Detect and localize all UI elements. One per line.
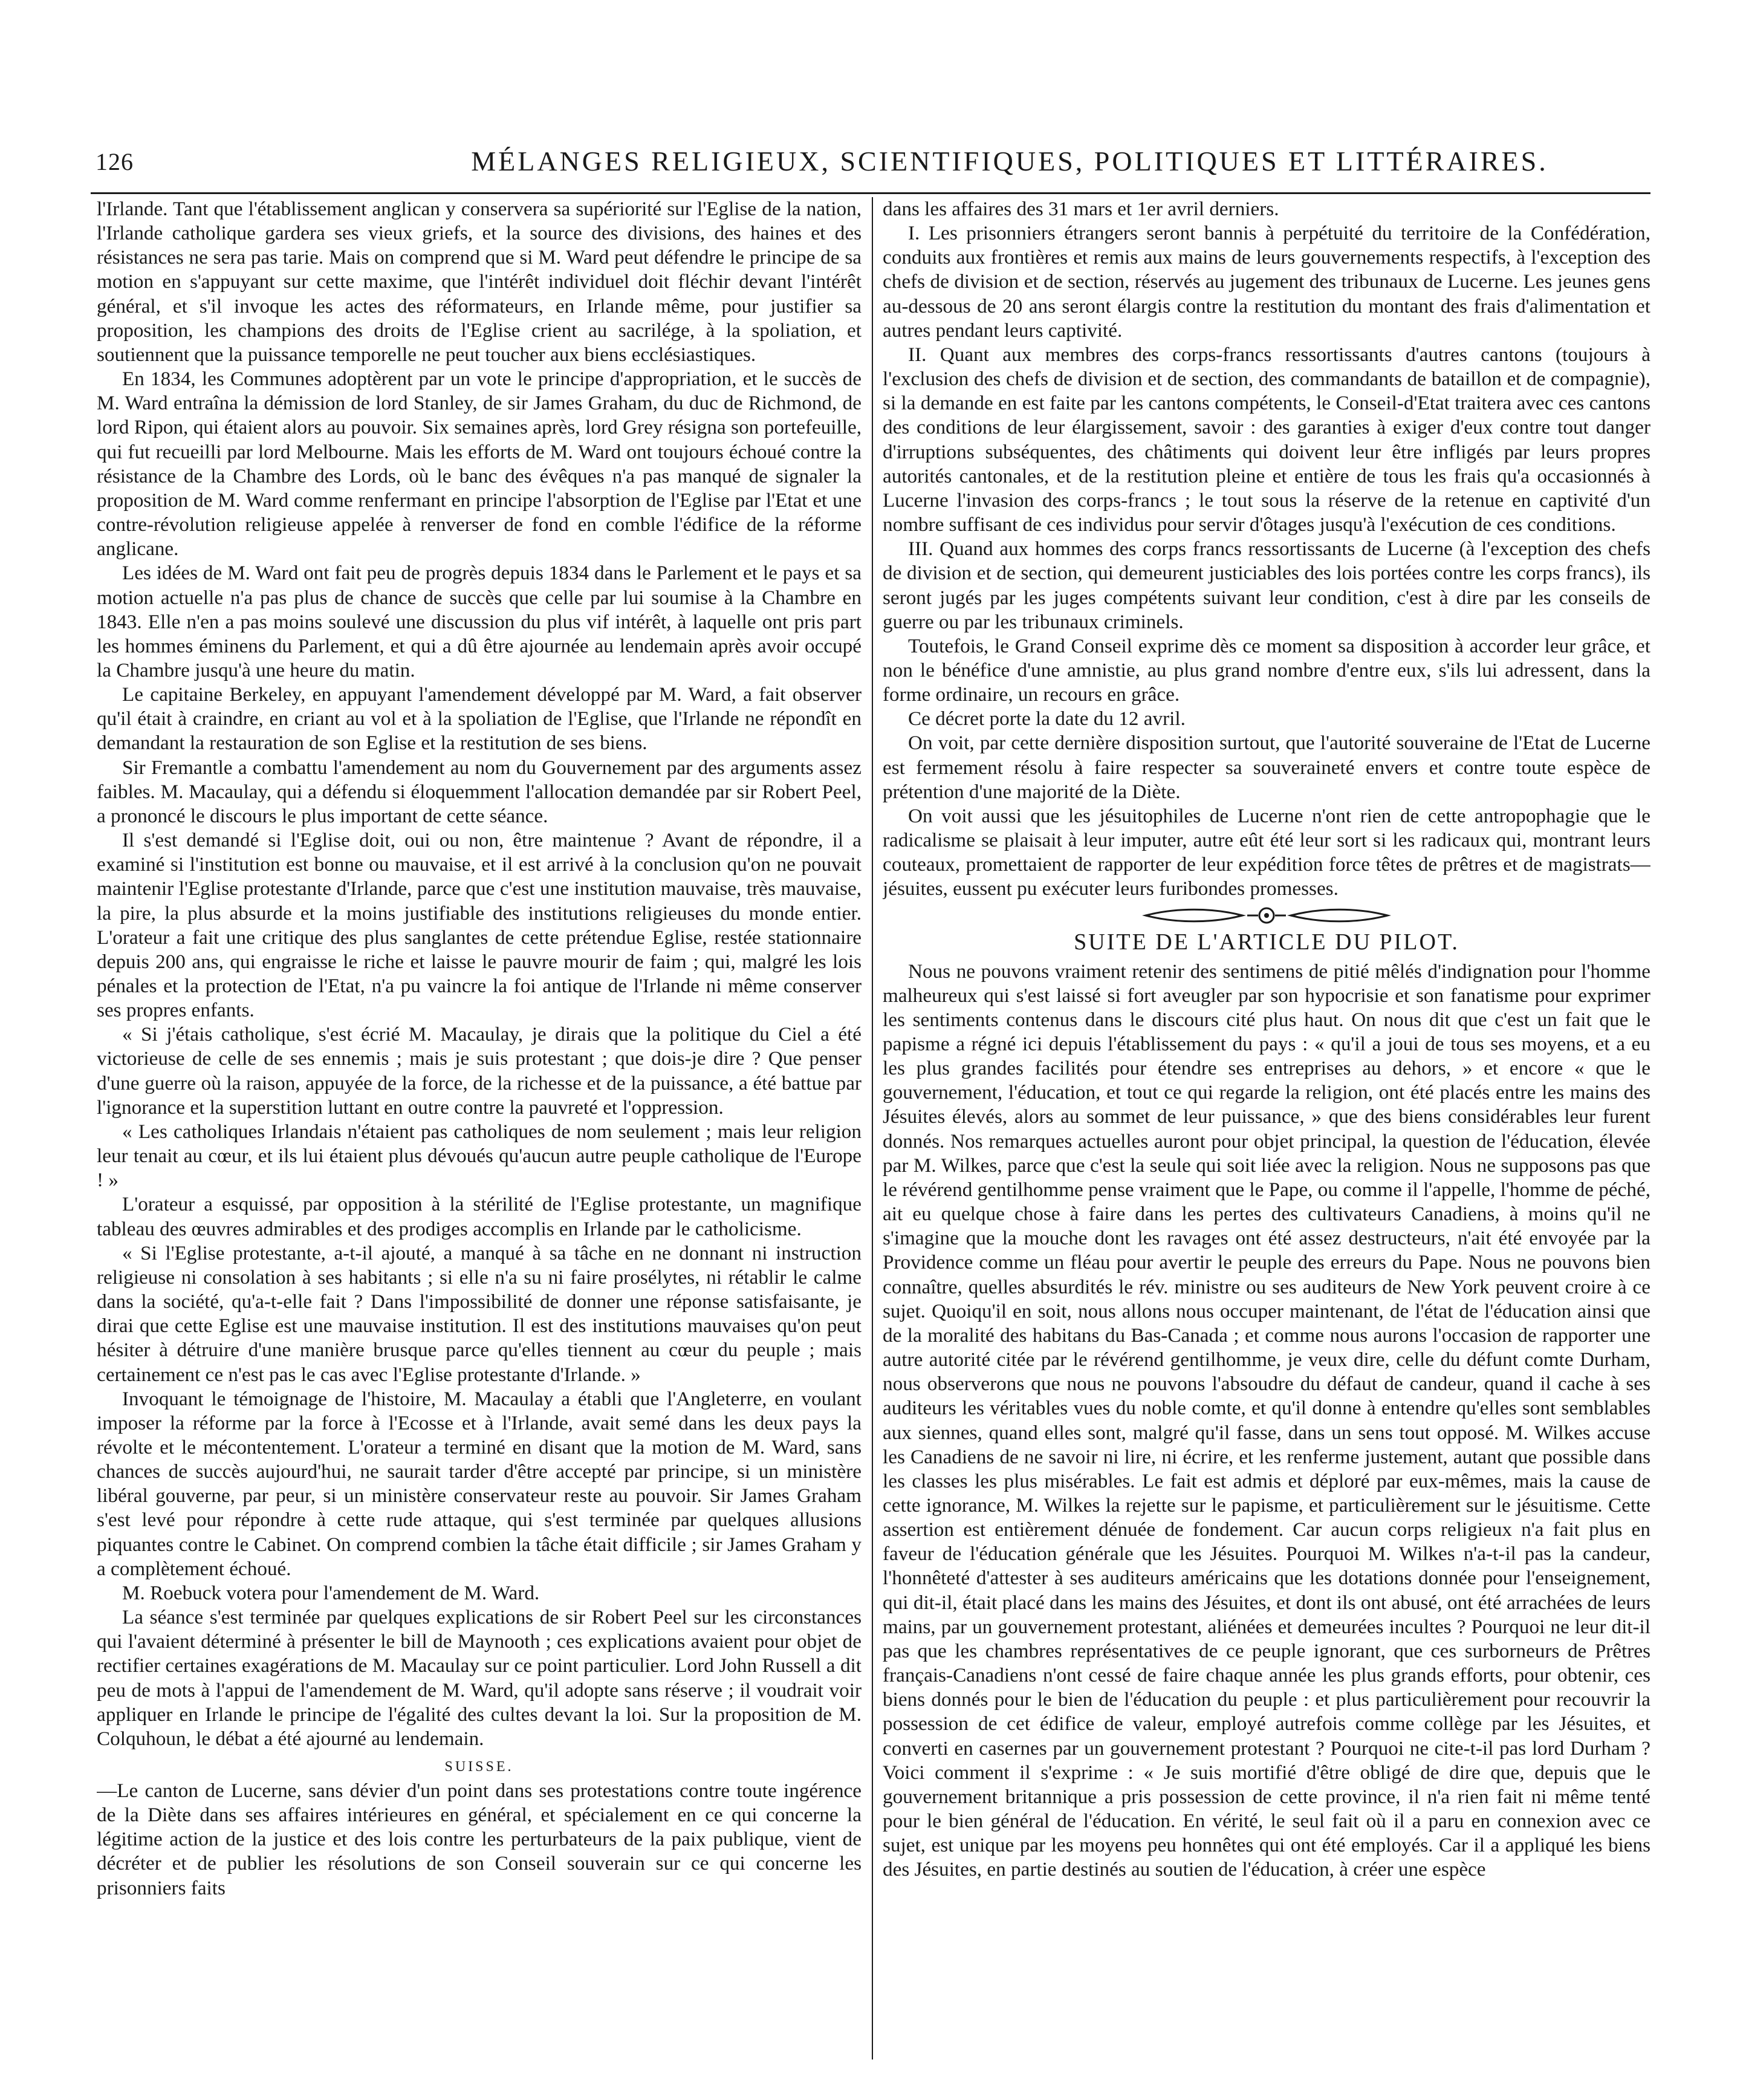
- header-rule: [91, 192, 1650, 194]
- column-divider: [872, 197, 873, 2059]
- ornament-divider: [1140, 904, 1394, 927]
- paragraph: Nous ne pouvons vraiment retenir des sentimens de pitié mêlés d'indignation pour l'homme malheureux qui s'est laissé si fort aveugler par son hypocrisie et son fanatisme pour exprimer les sentiments contenus dans le discours cité plus haut. On nous dit que c'est un fait que le papisme a régné ici depuis l'établissement du pays : « qu'il a joui de tous ses moyens, et a eu les plus grandes facilités pour étendre ses entreprises au dehors, » et encore « que le gouvernement, l'éducation, et tout ce qui regarde la religion, ont été placés entre les mains des Jésuites élevés, alors au sommet de leur puissance, » que des biens considérables leur furent donnés. Nos remarques actuelles auront pour objet principal, la question de l'éducation, élevée par M. Wilkes, parce que c'est la seule qui soit liée avec la religion. Nous ne supposons pas que le révérend gentilhomme pense vraiment que le Pape, ou comme il l'appelle, l'homme de péché, ait eu quelque chose à faire dans les pertes des cultivateurs Canadiens, à moins qu'il ne s'imagine que la mouche dont les ravages ont été assez destructeurs, n'ait été envoyée par la Providence comme un fléau pour avertir le peuple des erreurs du Pape. Nous ne pouvons bien connaître, quelles absurdités le rév. ministre ou ses auditeurs de New York peuvent croire à ce sujet. Quoiqu'il en soit, nous allons nous occuper maintenant, de l'état de l'éducation ainsi que de la moralité des habitans du Bas-Canada ; et comme nous aurons l'occasion de rapporter une autre autorité citée par le révérend gentilhomme, je veux dire, celle du défunt comte Durham, nous observerons que nous ne pouvons l'absoudre du défaut de candeur, quand il cache à ses auditeurs les véritables vues du noble comte, et qu'il donne à entendre qu'elles sont semblables aux siennes, quand elles sont, malgré qu'il fasse, dans un sens tout opposé. M. Wilkes accuse les Canadiens de ne savoir ni lire, ni écrire, et les renferme justement, autant que possible dans les classes les plus misérables. Le fait est admis et déploré par eux-mêmes, mais la cause de cette ignorance, M. Wilkes la rejette sur le papisme, et particulièrement sur le jésuitisme. Cette assertion est entièrement dénuée de fondement. Car aucun corps religieux n'a fait plus en faveur de l'éducation générale que les Jésuites. Pourquoi M. Wilkes n'a-t-il pas la candeur, l'honnêteté d'attester à ses auditeurs américains que les dotations donnée pour l'enseignement, qui dit-il, était placé dans les mains des Jésuites, et dont ils ont abusé, ont été arrachées de leurs mains, par un gouvernement protestant, aliénées et demeurées incultes ? Pourquoi ne leur dit-il pas que les chambres représentatives de ce peuple ignorant, que ces surborneurs de Prêtres français-Canadiens n'ont cessé de faire chaque année les plus grands efforts, pour obtenir, ces biens donnés pour le bien de l'éducation du peuple : et plus particulièrement pour recouvrir la possession de cet édifice de valeur, employé autrefois comme collège par les Jésuites, et converti en casernes par un gouvernement protestant ? Pourquoi ne cite-t-il pas lord Durham ? Voici comment il s'exprime : « Je suis mortifié d'être obligé de dire que, depuis que le gouvernement britannique a pris possession de cette province, il n'a rien fait ni même tenté pour le bien général de l'éducation. En vérité, le seul fait où il a paru en connexion avec ce sujet, est unique par les moyens peu honnêtes qui ont été employés. Car il a appliqué les biens des Jésuites, en partie destinés au soutien de l'éducation, à créer une espèce: [883, 960, 1650, 1881]
- paragraph: On voit, par cette dernière disposition surtout, que l'autorité souveraine de l'Etat de Lucerne est fermement résolu à faire respecter sa souveraineté envers et contre toute espèce de prétention d'une majorité de la Diète.: [883, 732, 1650, 803]
- page-header: [91, 144, 1723, 186]
- paragraph: M. Roebuck votera pour l'amendement de M. Ward.: [122, 1581, 540, 1604]
- page-number: 126: [96, 148, 134, 175]
- paragraph: Sir Fremantle a combattu l'amendement au nom du Gouvernement par des arguments assez faibles. M. Macaulay, qui a défendu si éloquemment l'allocation demandée par sir Robert Peel, a prononcé le discours le plus important de cette séance.: [97, 756, 862, 827]
- right-column: [883, 197, 1650, 2059]
- paragraph: Toutefois, le Grand Conseil exprime dès ce moment sa disposition à accorder leur grâce, et non le bénéfice d'une amnistie, au plus grand nombre d'entre eux, s'ils lui adressent, dans la forme ordinaire, un recours en grâce.: [883, 634, 1650, 706]
- paragraph: On voit aussi que les jésuitophiles de Lucerne n'ont rien de cette antropophagie que le radicalisme se plaisait à leur imputer, autre eût été leur sort si les radicaux qui, montrant leurs couteaux, promettaient de rapporter de leur expédition force têtes de prêtres et de magistrats—jésuites, eussent pu exécuter leurs furibondes promesses.: [883, 804, 1650, 900]
- section-heading-pilot: SUITE DE L'ARTICLE DU PILOT.: [1074, 929, 1459, 955]
- paragraph: « Les catholiques Irlandais n'étaient pas catholiques de nom seulement ; mais leur religion leur tenait au cœur, et ils lui étaient plus dévoués qu'aucun autre peuple catholique de l'Europe ! »: [97, 1120, 862, 1192]
- paragraph: En 1834, les Communes adoptèrent par un vote le principe d'appropriation, et le succès de M. Ward entraîna la démission de lord Stanley, de sir James Graham, du duc de Richmond, de lord Ripon, qui étaient alors au pouvoir. Six semaines après, lord Grey résigna son portefeuille, qui fut recueilli par lord Melbourne. Mais les efforts de M. Ward ont toujours échoué contre la résistance de la Chambre des Lords, où le banc des évêques n'a pas manqué de signaler la proposition de M. Ward comme renfermant en principe l'absorption de l'Eglise par l'Etat et une contre-révolution religieuse appelée à renverser de fond en comble l'édifice de la réforme anglicane.: [97, 368, 862, 561]
- paragraph: —Le canton de Lucerne, sans dévier d'un point dans ses protestations contre toute ingérence de la Diète dans ses affaires intérieures en général, et spécialement en ce qui concerne la légitime action de la justice et des lois contre les perturbateurs de la paix publique, vient de décréter et de publier les résolutions de son Conseil souverain sur ce qui concerne les prisonniers faits: [97, 1780, 862, 1899]
- paragraph: La séance s'est terminée par quelques explications de sir Robert Peel sur les circonstances qui l'avaient déterminé à présenter le bill de Maynooth ; ces explications avaient pour objet de rectifier certaines exagérations de M. Macaulay sur ce point particulier. Lord John Russell a dit peu de mots à l'appui de l'amendement de M. Ward, qu'il adopte sans réserve ; il voudrait voir appliquer en Irlande le principe de l'égalité des cultes devant la loi. Sur la proposition de M. Colquhoun, le débat a été ajourné au lendemain.: [97, 1606, 862, 1750]
- paragraph: I. Les prisonniers étrangers seront bannis à perpétuité du territoire de la Confédération, conduits aux frontières et remis aux mains de leurs gouvernements respectifs, à l'exception des chefs de division et de section, réservés au jugement des tribunaux de Lucerne. Les jeunes gens au-dessous de 20 ans seront élargis contre la restitution du montant des frais d'alimentation et autres pendant leurs captivité.: [883, 222, 1650, 342]
- paragraph: L'orateur a esquissé, par opposition à la stérilité de l'Eglise protestante, un magnifique tableau des œuvres admirables et des prodiges accomplis en Irlande par le catholicisme.: [97, 1193, 862, 1240]
- running-title: MÉLANGES RELIGIEUX, SCIENTIFIQUES, POLITIQUES ET LITTÉRAIRES.: [471, 146, 1548, 177]
- paragraph: « Si l'Eglise protestante, a-t-il ajouté, a manqué à sa tâche en ne donnant ni instruction religieuse ni consolation à ses habitants ; si elle n'a su ni faire prosélytes, ni rétablir le calme dans la société, qu'a-t-elle fait ? Dans l'impossibilité de donner une réponse satisfaisante, je dirai que cette Eglise est une mauvaise institution. Il est des institutions mauvaises qu'on peut hésiter à détruire d'une manière brusque parce qu'elles tiennent au cœur du peuple ; mais certainement ce n'est pas le cas avec l'Eglise protestante d'Irlande. »: [97, 1241, 862, 1386]
- left-column: [97, 197, 862, 2059]
- paragraph: dans les affaires des 31 mars et 1er avril derniers.: [883, 198, 1279, 220]
- paragraph: Le capitaine Berkeley, en appuyant l'amendement développé par M. Ward, a fait observer qu'il était à craindre, en criant au vol et à la spoliation de l'Eglise, que l'Irlande ne répondît en demandant la restauration de son Eglise et la restitution de ses biens.: [97, 683, 862, 755]
- section-heading-suisse: SUISSE.: [444, 1759, 514, 1775]
- paragraph: Les idées de M. Ward ont fait peu de progrès depuis 1834 dans le Parlement et le pays et sa motion actuelle n'a pas plus de chance de succès que celle par lui soumise à la Chambre en 1843. Elle n'en a pas moins soulevé une discussion du plus vif intérêt, à laquelle ont pris part les hommes éminens du Parlement, et qui a dû être ajournée au lendemain après avoir occupé la Chambre jusqu'à une heure du matin.: [97, 562, 862, 681]
- paragraph: Invoquant le témoignage de l'histoire, M. Macaulay a établi que l'Angleterre, en voulant imposer la réforme par la force à l'Ecosse et à l'Irlande, avait semé dans les deux pays la révolte et le mécontentement. L'orateur a terminé en disant que la motion de M. Ward, sans chances de succès aujourd'hui, ne saurait tarder d'être accepté par principe, si un ministère libéral gouverne, par peur, si un ministère conservateur reste au pouvoir. Sir James Graham s'est levé pour répondre à cette rude attaque, qui s'est terminée par quelques allusions piquantes contre le Cabinet. On comprend combien la tâche était difficile ; sir James Graham y a complètement échoué.: [97, 1387, 862, 1580]
- paragraph: Ce décret porte la date du 12 avril.: [908, 707, 1186, 730]
- paragraph: l'Irlande. Tant que l'établissement anglican y conservera sa supériorité sur l'Eglise de la nation, l'Irlande catholique gardera ses vieux griefs, et la source des divisions, des haines et des résistances ne sera pas tarie. Mais on comprend que si M. Ward peut défendre le principe de sa motion en s'appuyant sur cette maxime, que l'intérêt individuel doit fléchir devant l'intérêt général, et s'il invoque les actes des réformateurs, en Irlande même, pour justifier sa proposition, les champions des droits de l'Eglise crient au sacrilége, à la spoliation, et soutiennent que la puissance temporelle ne peut toucher aux biens ecclésiastiques.: [97, 198, 862, 366]
- paragraph: II. Quant aux membres des corps-francs ressortissants d'autres cantons (toujours à l'exclusion des chefs de division et de section, des commandants de bataillon et de compagnie), si la demande en est faite par les cantons compétents, le Conseil-d'Etat traitera avec ces cantons des conditions de leur élargissement, savoir : des garanties à exiger d'eux contre tout danger d'irruptions subséquentes, des châtiments qui doivent leur être infligés par leurs propres autorités cantonales, et de la restitution pleine et entière de tous les frais qu'a occasionnés à Lucerne l'invasion des corps-francs ; le tout sous la réserve de la retenue en captivité d'un nombre suffisant de ces individus pour servir d'ôtages jusqu'à l'exécution de ces conditions.: [883, 343, 1650, 536]
- paragraph: III. Quand aux hommes des corps francs ressortissants de Lucerne (à l'exception des chefs de division et de section, qui demeurent justiciables des lois portées contre les corps francs), ils seront jugés par les juges compétents suivant leur condition, c'est à dire par les conseils de guerre ou par les tribunaux criminels.: [883, 538, 1650, 633]
- paragraph: « Si j'étais catholique, s'est écrié M. Macaulay, je dirais que la politique du Ciel a été victorieuse de celle de ses ennemis ; mais je suis protestant ; que dois-je dire ? Que penser d'une guerre où la raison, appuyée de la force, de la richesse et de la puissance, a été battue par l'ignorance et la superstition luttant en outre contre la pauvreté et l'oppression.: [97, 1023, 862, 1119]
- paragraph: Il s'est demandé si l'Eglise doit, oui ou non, être maintenue ? Avant de répondre, il a examiné si l'institution est bonne ou mauvaise, et il est arrivé à la conclusion qu'on ne pouvait maintenir l'Eglise protestante d'Irlande, parce que c'est une institution mauvaise, très mauvaise, la pire, la plus absurde et la moins justifiable des institutions religieuses du monde entier. L'orateur a fait une critique des plus sanglantes de cette prétendue Eglise, restée stationnaire depuis 200 ans, qui engraisse le riche et laisse le pauvre mourir de faim ; qui, malgré les lois pénales et la protection de l'Etat, n'a pu vaincre la foi antique de l'Irlande ni même conserver ses propres enfants.: [97, 829, 862, 1022]
